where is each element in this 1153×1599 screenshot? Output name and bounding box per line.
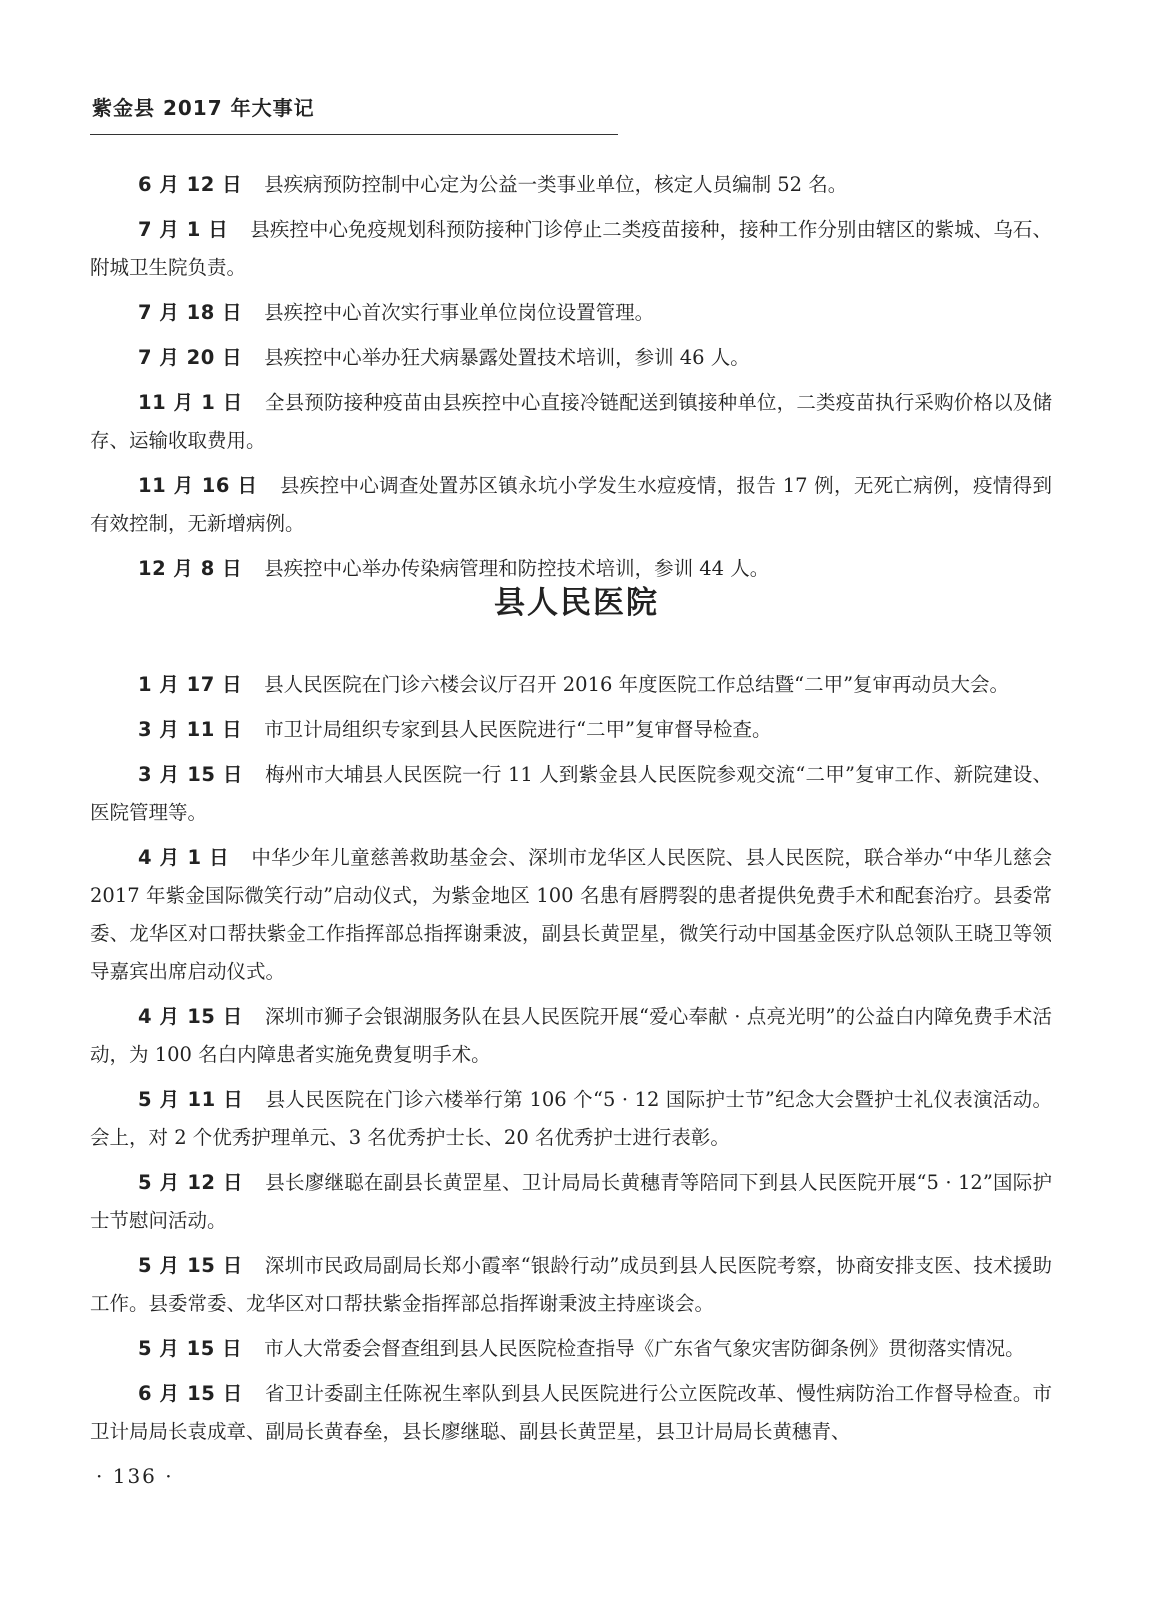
entry-text: 中华少年儿童慈善救助基金会、深圳市龙华区人民医院、县人民医院，联合举办“中华儿慈会 2017 年紫金国际微笑行动”启动仪式，为紫金地区 100 名患有唇腭裂的患者提供免费手术和配套治疗。县委常委、龙华区对口帮扶紫金工作指挥部总指挥谢秉波，副县长黄罡星，微笑行动中国基金医疗队总领队王晓卫等领导嘉宾出席启动仪式。: [90, 846, 1052, 983]
entry-text: 县疾控中心举办狂犬病暴露处置技术培训，参训 46 人。: [264, 346, 750, 369]
list-item: [90, 1330, 1052, 1368]
page-number: · 136 ·: [96, 1464, 174, 1488]
entry-date: 5 月 12 日: [138, 1171, 244, 1194]
entry-date: 6 月 15 日: [138, 1382, 243, 1405]
entry-date: 7 月 1 日: [138, 218, 229, 241]
list-item: [90, 711, 1052, 749]
entry-date: 11 月 16 日: [138, 474, 258, 497]
entry-text: 县疾控中心首次实行事业单位岗位设置管理。: [264, 301, 655, 324]
running-header: 紫金县 2017 年大事记: [92, 96, 315, 120]
header-rule: [90, 134, 618, 135]
entry-text: 县人民医院在门诊六楼会议厅召开 2016 年度医院工作总结暨“二甲”复审再动员大会。: [264, 673, 1010, 696]
list-item: [90, 1247, 1052, 1323]
entry-date: 11 月 1 日: [138, 391, 243, 414]
entry-text: 县疾控中心举办传染病管理和防控技术培训，参训 44 人。: [264, 557, 770, 580]
entry-text: 深圳市民政局副局长郑小霞率“银龄行动”成员到县人民医院考察，协商安排支医、技术援助工作。县委常委、龙华区对口帮扶紫金指挥部总指挥谢秉波主持座谈会。: [90, 1254, 1052, 1315]
list-item: [90, 1081, 1052, 1157]
list-item: [90, 211, 1052, 287]
entry-date: 3 月 15 日: [138, 763, 244, 786]
entry-text: 县疾控中心调查处置苏区镇永坑小学发生水痘疫情，报告 17 例，无死亡病例，疫情得到有效控制，无新增病例。: [90, 474, 1052, 535]
list-item: [90, 666, 1052, 704]
list-item: [90, 1375, 1052, 1451]
entry-text: 全县预防接种疫苗由县疾控中心直接冷链配送到镇接种单位，二类疫苗执行采购价格以及储存、运输收取费用。: [90, 391, 1052, 452]
entry-date: 6 月 12 日: [138, 173, 243, 196]
entry-date: 7 月 20 日: [138, 346, 243, 369]
entry-text: 市人大常委会督查组到县人民医院检查指导《广东省气象灾害防御条例》贯彻落实情况。: [264, 1337, 1025, 1360]
list-item: [90, 1164, 1052, 1240]
entry-text: 深圳市狮子会银湖服务队在县人民医院开展“爱心奉献 · 点亮光明”的公益白内障免费手术活动，为 100 名白内障患者实施免费复明手术。: [90, 1005, 1052, 1066]
list-item: [90, 839, 1052, 991]
entry-date: 5 月 15 日: [138, 1254, 243, 1277]
entry-text: 县疾病预防控制中心定为公益一类事业单位，核定人员编制 52 名。: [264, 173, 848, 196]
entry-text: 省卫计委副主任陈祝生率队到县人民医院进行公立医院改革、慢性病防治工作督导检查。市卫计局局长袁成章、副局长黄春垒，县长廖继聪、副县长黄罡星，县卫计局局长黄穗青、: [90, 1382, 1052, 1443]
entry-text: 县长廖继聪在副县长黄罡星、卫计局局长黄穗青等陪同下到县人民医院开展“5 · 12”国际护士节慰问活动。: [90, 1171, 1052, 1232]
entry-text: 梅州市大埔县人民医院一行 11 人到紫金县人民医院参观交流“二甲”复审工作、新院建设、医院管理等。: [90, 763, 1052, 824]
list-item: [90, 339, 1052, 377]
entry-date: 4 月 15 日: [138, 1005, 243, 1028]
section-title: 县人民医院: [494, 585, 659, 621]
hospital-entries: [90, 666, 1052, 1458]
list-item: [90, 467, 1052, 543]
entry-text: 市卫计局组织专家到县人民医院进行“二甲”复审督导检查。: [264, 718, 772, 741]
entry-text: 县疾控中心免疫规划科预防接种门诊停止二类疫苗接种，接种工作分别由辖区的紫城、乌石、附城卫生院负责。: [90, 218, 1052, 279]
entry-text: 县人民医院在门诊六楼举行第 106 个“5 · 12 国际护士节”纪念大会暨护士礼仪表演活动。会上，对 2 个优秀护理单元、3 名优秀护士长、20 名优秀护士进行表彰。: [90, 1088, 1052, 1149]
entry-date: 1 月 17 日: [138, 673, 243, 696]
entry-date: 4 月 1 日: [138, 846, 230, 869]
entry-date: 3 月 11 日: [138, 718, 243, 741]
entry-date: 12 月 8 日: [138, 557, 243, 580]
list-item: [90, 998, 1052, 1074]
list-item: [90, 166, 1052, 204]
list-item: [90, 294, 1052, 332]
list-item: [90, 756, 1052, 832]
cdc-entries: [90, 166, 1052, 595]
entry-date: 5 月 11 日: [138, 1088, 244, 1111]
entry-date: 5 月 15 日: [138, 1337, 243, 1360]
entry-date: 7 月 18 日: [138, 301, 243, 324]
list-item: [90, 384, 1052, 460]
